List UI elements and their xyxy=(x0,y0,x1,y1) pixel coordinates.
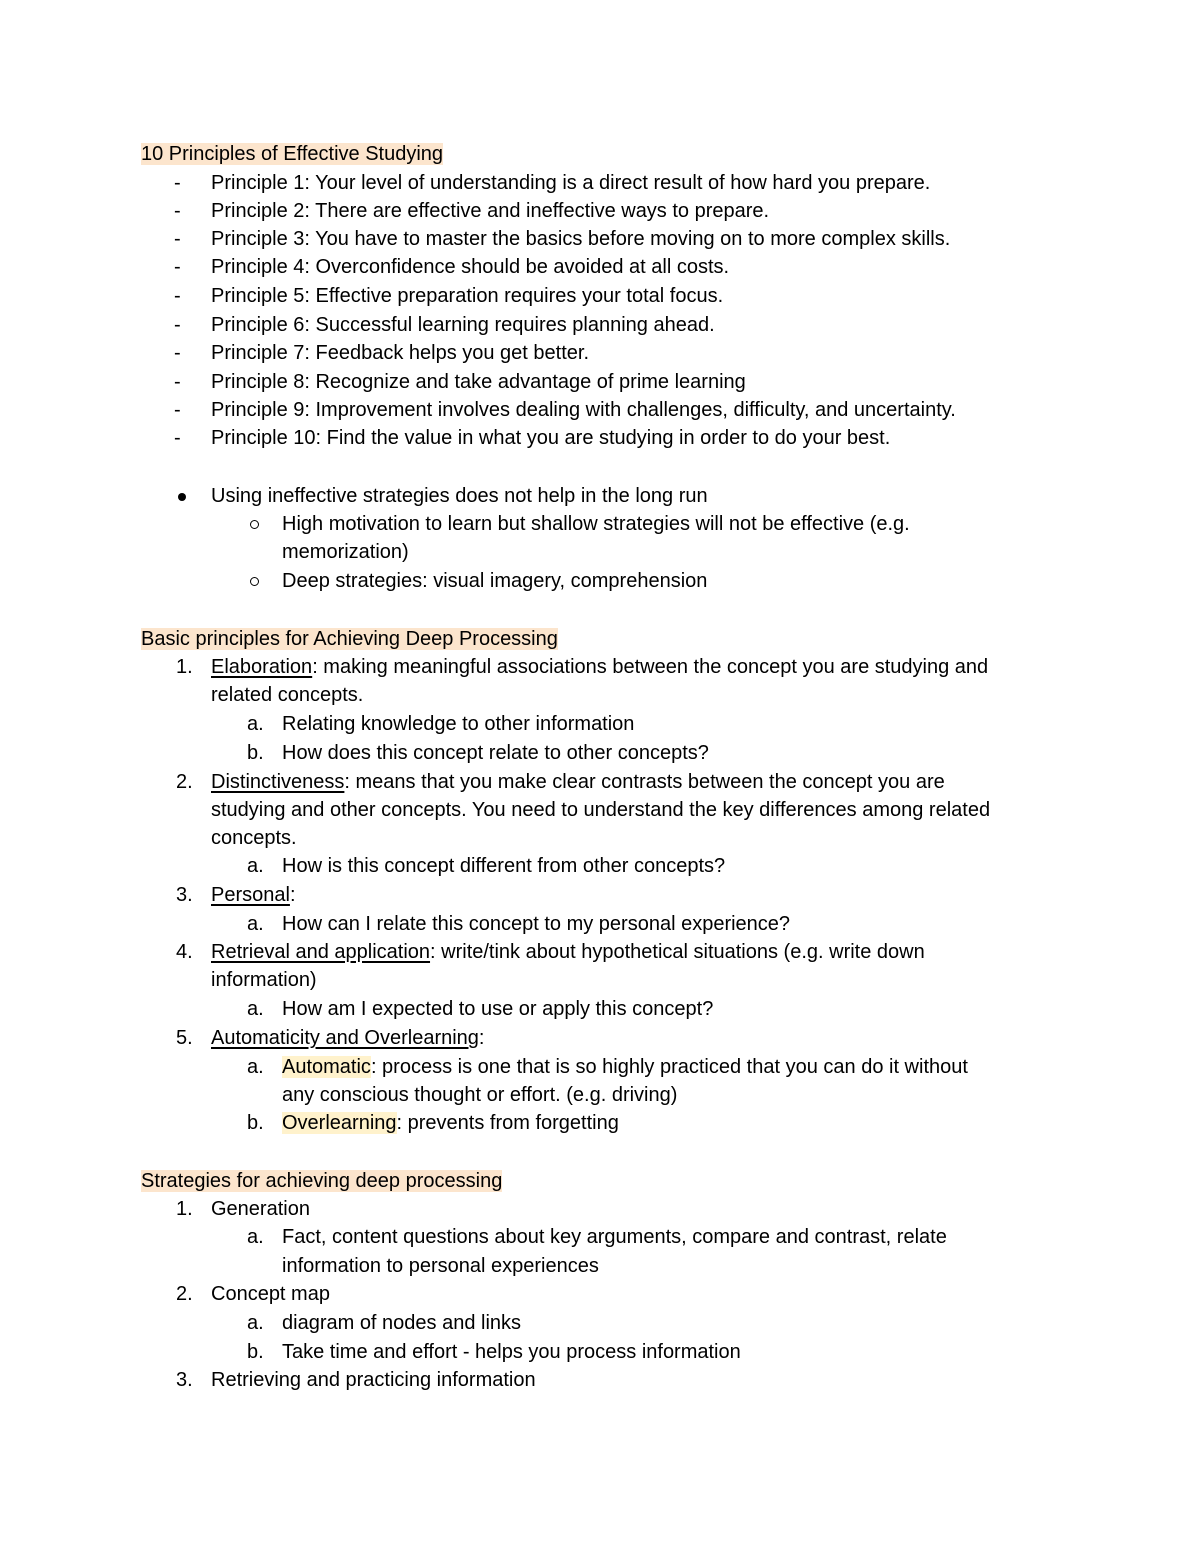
sub-list-item: How can I relate this concept to my personal experience? xyxy=(282,913,791,935)
term-underlined: Personal xyxy=(211,884,290,906)
sub-list-item: diagram of nodes and links xyxy=(282,1312,522,1334)
sub-list-item: Relating knowledge to other information xyxy=(282,713,635,735)
sub-list-item xyxy=(282,1109,619,1137)
sub-list-marker: a. xyxy=(247,855,264,877)
sub-list-marker: a. xyxy=(247,1056,264,1078)
term-description: : xyxy=(289,884,296,906)
section-heading xyxy=(141,625,558,653)
list-number: 1. xyxy=(176,1198,193,1220)
list-item-continuation: related concepts. xyxy=(211,684,364,706)
list-item: Principle 9: Improvement involves dealing with challenges, difficulty, and uncertainty. xyxy=(211,399,956,421)
term-highlight: Automatic xyxy=(282,1056,371,1078)
term-description: : process is one that is so highly practiced that you can do it without xyxy=(370,1056,968,1078)
term-description: : prevents from forgetting xyxy=(396,1112,619,1134)
dash-marker: - xyxy=(174,285,181,307)
sub-list-item-continuation: memorization) xyxy=(282,541,409,563)
sub-list-item: Deep strategies: visual imagery, comprehension xyxy=(282,570,708,592)
list-item: Principle 4: Overconfidence should be avoided at all costs. xyxy=(211,256,730,278)
list-item: Principle 6: Successful learning requires planning ahead. xyxy=(211,314,715,336)
dash-marker: - xyxy=(174,399,181,421)
list-item: Using ineffective strategies does not help in the long run xyxy=(211,485,708,507)
sub-list-marker: b. xyxy=(247,1112,264,1134)
list-item: Principle 3: You have to master the basics before moving on to more complex skills. xyxy=(211,228,951,250)
list-number: 3. xyxy=(176,1369,193,1391)
section-heading xyxy=(141,140,443,168)
term-description: : making meaningful associations between the concept you are studying and xyxy=(312,656,989,678)
heading-highlight: Basic principles for Achieving Deep Processing xyxy=(141,628,558,650)
term-description: : write/tink about hypothetical situations (e.g. write down xyxy=(430,941,925,963)
list-item-continuation: information) xyxy=(211,969,317,991)
heading-highlight: 10 Principles of Effective Studying xyxy=(141,143,444,165)
sub-list-marker: a. xyxy=(247,1312,264,1334)
term-description: : xyxy=(478,1027,485,1049)
sub-list-marker: b. xyxy=(247,742,264,764)
sub-list-marker: a. xyxy=(247,713,264,735)
list-item-continuation: studying and other concepts. You need to understand the key differences among related xyxy=(211,799,991,821)
list-number: 4. xyxy=(176,941,193,963)
heading-highlight: Strategies for achieving deep processing xyxy=(141,1170,503,1192)
bullet-circle-icon xyxy=(250,577,259,586)
term-underlined: Distinctiveness xyxy=(211,771,345,793)
sub-list-marker: a. xyxy=(247,1226,264,1248)
term-underlined: Elaboration xyxy=(211,656,313,678)
list-number: 5. xyxy=(176,1027,193,1049)
sub-list-marker: a. xyxy=(247,913,264,935)
dash-marker: - xyxy=(174,342,181,364)
sub-list-item: How does this concept relate to other concepts? xyxy=(282,742,709,764)
dash-marker: - xyxy=(174,200,181,222)
term-highlight: Overlearning xyxy=(282,1112,397,1134)
list-item: Principle 10: Find the value in what you are studying in order to do your best. xyxy=(211,427,891,449)
sub-list-item: How is this concept different from other concepts? xyxy=(282,855,726,877)
dash-marker: - xyxy=(174,228,181,250)
bullet-circle-icon xyxy=(250,520,259,529)
sub-list-item: How am I expected to use or apply this concept? xyxy=(282,998,714,1020)
list-item xyxy=(211,768,945,796)
dash-marker: - xyxy=(174,371,181,393)
list-number: 2. xyxy=(176,1283,193,1305)
section-heading xyxy=(141,1167,502,1195)
sub-list-item: High motivation to learn but shallow strategies will not be effective (e.g. xyxy=(282,513,910,535)
list-item xyxy=(211,653,988,681)
list-number: 2. xyxy=(176,771,193,793)
list-item xyxy=(211,881,296,909)
dash-marker: - xyxy=(174,172,181,194)
sub-list-item-continuation: information to personal experiences xyxy=(282,1255,599,1277)
sub-list-marker: b. xyxy=(247,1341,264,1363)
list-item xyxy=(211,1024,484,1052)
term-description: : means that you make clear contrasts between the concept you are xyxy=(344,771,945,793)
sub-list-item xyxy=(282,1053,968,1081)
list-item: Generation xyxy=(211,1198,310,1220)
list-item: Principle 1: Your level of understanding is a direct result of how hard you prepare. xyxy=(211,172,931,194)
sub-list-item: Take time and effort - helps you process information xyxy=(282,1341,741,1363)
sub-list-marker: a. xyxy=(247,998,264,1020)
sub-list-item-continuation: any conscious thought or effort. (e.g. driving) xyxy=(282,1084,678,1106)
list-item: Principle 7: Feedback helps you get better. xyxy=(211,342,590,364)
list-item: Principle 8: Recognize and take advantage of prime learning xyxy=(211,371,746,393)
list-item-continuation: concepts. xyxy=(211,827,297,849)
term-underlined: Retrieval and application xyxy=(211,941,431,963)
list-number: 1. xyxy=(176,656,193,678)
list-item xyxy=(211,938,925,966)
list-item: Principle 5: Effective preparation requires your total focus. xyxy=(211,285,724,307)
term-underlined: Automaticity and Overlearning xyxy=(211,1027,479,1049)
list-item: Concept map xyxy=(211,1283,330,1305)
list-item: Principle 2: There are effective and ineffective ways to prepare. xyxy=(211,200,770,222)
list-item: Retrieving and practicing information xyxy=(211,1369,536,1391)
bullet-disc-icon xyxy=(178,493,186,501)
sub-list-item: Fact, content questions about key arguments, compare and contrast, relate xyxy=(282,1226,947,1248)
dash-marker: - xyxy=(174,427,181,449)
dash-marker: - xyxy=(174,314,181,336)
list-number: 3. xyxy=(176,884,193,906)
dash-marker: - xyxy=(174,256,181,278)
